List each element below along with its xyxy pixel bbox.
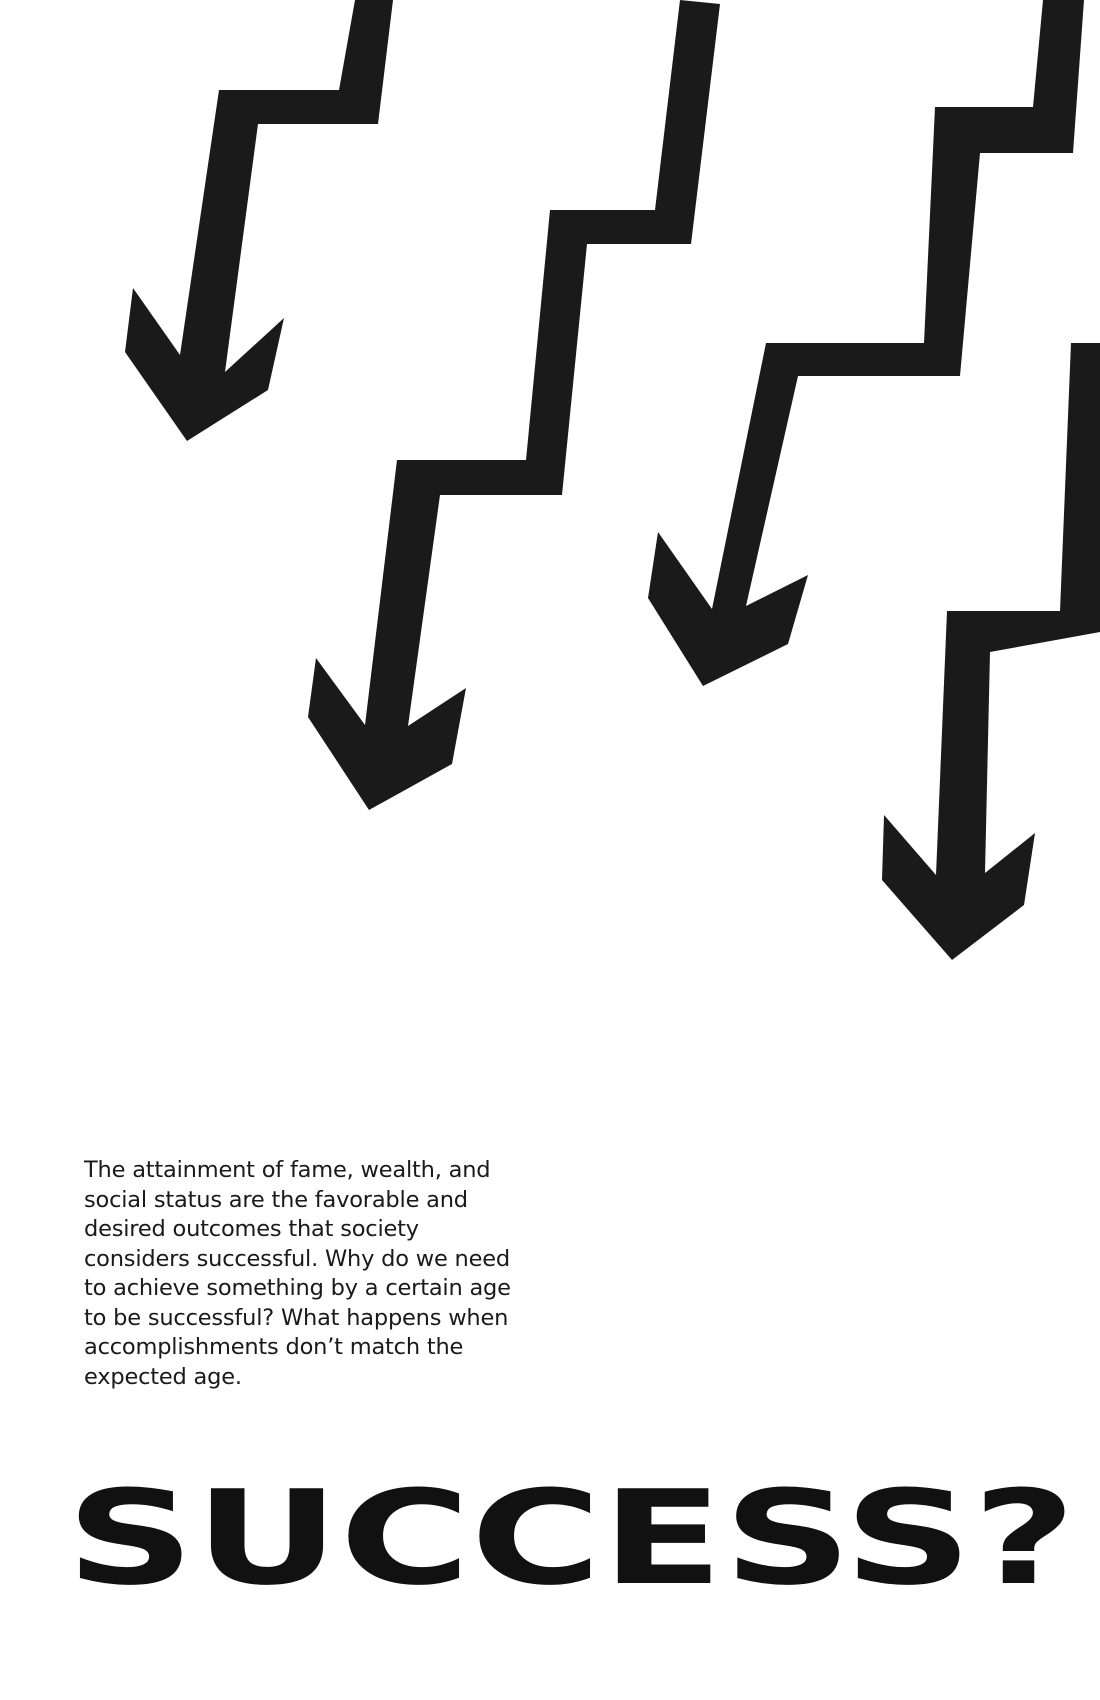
zigzag-arrow-icon [125,0,393,441]
zigzag-arrow-icon [648,0,1084,686]
headline-success [66,1475,1076,1595]
headline-text: SUCCESS? [66,1475,1076,1595]
body-paragraph: The attainment of fame, wealth, and social status are the favorable and desired outcomes that society considers successful. Why do we need to achieve something by a certain age to be successful? What happens when accomplishments don’t match the expected age. [84,1157,511,1390]
zigzag-arrow-icon [882,343,1100,960]
